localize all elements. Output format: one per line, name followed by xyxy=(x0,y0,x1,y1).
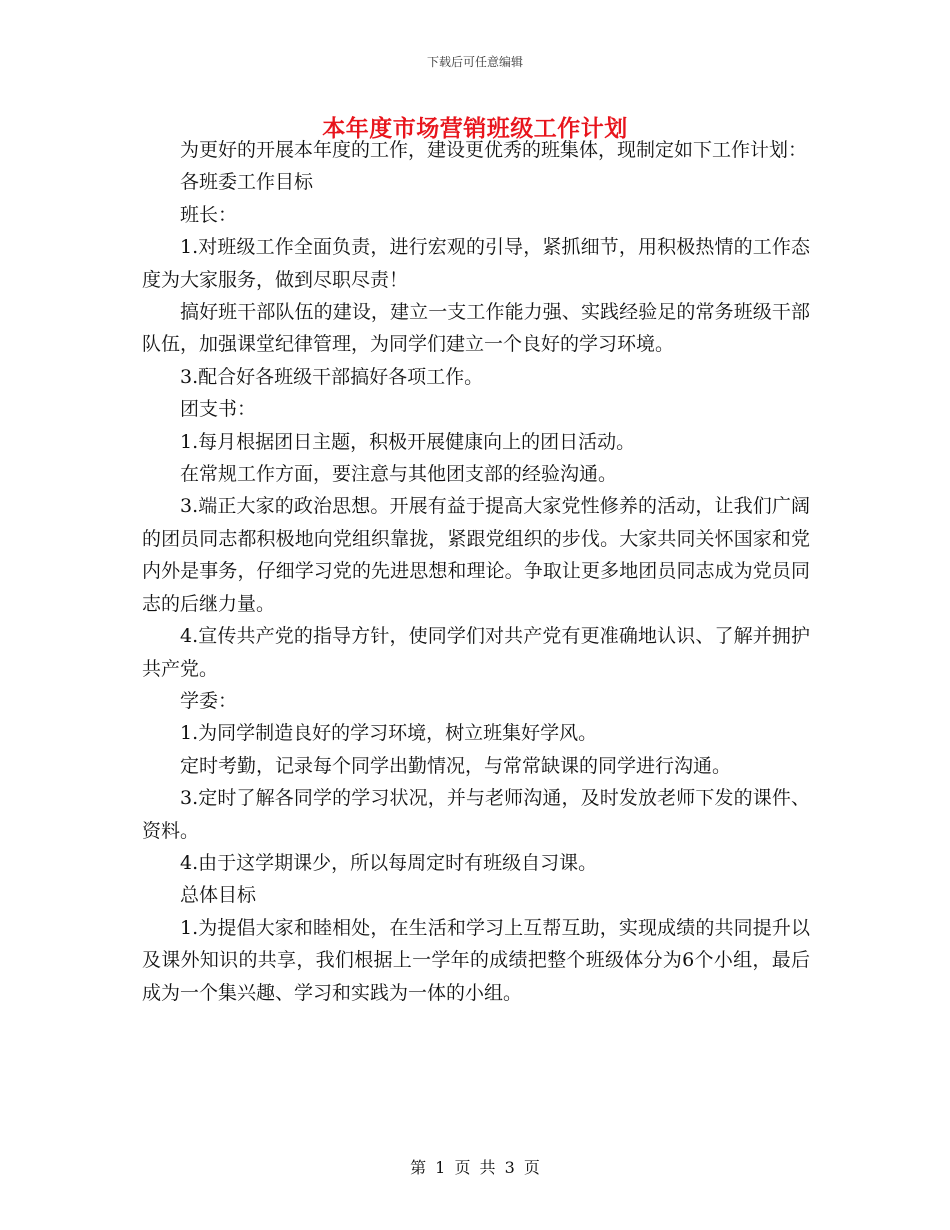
role-heading: 团支书： xyxy=(180,398,257,421)
paragraph: 搞好班干部队伍的建设，建立一支工作能力强、实践经验足的常务班级干部队伍，加强课堂纪律管理，为同学们建立一个良好的学习环境。 xyxy=(142,301,810,356)
paragraph: 1.对班级工作全面负责，进行宏观的引导，紧抓细节，用积极热情的工作态度为大家服务，做到尽职尽责！ xyxy=(142,236,810,291)
paragraph: 1.为同学制造良好的学习环境，树立班集好学风。 xyxy=(180,722,598,745)
paragraph: 3.定时了解各同学的学习状况，并与老师沟通，及时发放老师下发的课件、资料。 xyxy=(142,787,810,842)
role-heading: 学委： xyxy=(180,689,238,712)
paragraph: 为更好的开展本年度的工作，建设更优秀的班集体，现制定如下工作计划： xyxy=(180,139,808,161)
paragraph: 4.宣传共产党的指导方针，使同学们对共产党有更准确地认识、了解并拥护共产党。 xyxy=(142,625,810,680)
header-note: 下载后可任意编辑 xyxy=(426,55,523,69)
paragraph: 定时考勤，记录每个同学出勤情况，与常常缺课的同学进行沟通。 xyxy=(180,754,732,777)
paragraph: 1.为提倡大家和睦相处，在生活和学习上互帮互助，实现成绩的共同提升以及课外知识的共享，我们根据上一学年的成绩把整个班级体分为6个小组，最后成为一个集兴趣、学习和实践为一体的小组。 xyxy=(142,916,810,1004)
paragraph: 在常规工作方面，要注意与其他团支部的经验沟通。 xyxy=(180,463,618,486)
page-footer: 第 1 页 共 3 页 xyxy=(410,1158,540,1177)
paragraph: 3.配合好各班级干部搞好各项工作。 xyxy=(180,365,484,388)
paragraph: 4.由于这学期课少，所以每周定时有班级自习课。 xyxy=(180,851,598,874)
document-title: 本年度市场营销班级工作计划 xyxy=(322,115,628,142)
section-heading: 各班委工作目标 xyxy=(180,171,314,194)
paragraph: 3.端正大家的政治思想。开展有益于提高大家党性修养的活动，让我们广阔的团员同志都积极地向党组织靠拢，紧跟党组织的步伐。大家共同关怀国家和党内外是事务，仔细学习党的先进思想和理论。争取让更多地团员同志成为党员同志的后继力量。 xyxy=(142,495,810,615)
paragraph: 1.每月根据团日主题，积极开展健康向上的团日活动。 xyxy=(180,430,636,453)
role-heading: 班长： xyxy=(180,203,238,226)
document-body xyxy=(142,134,810,1009)
section-heading: 总体目标 xyxy=(180,884,257,907)
